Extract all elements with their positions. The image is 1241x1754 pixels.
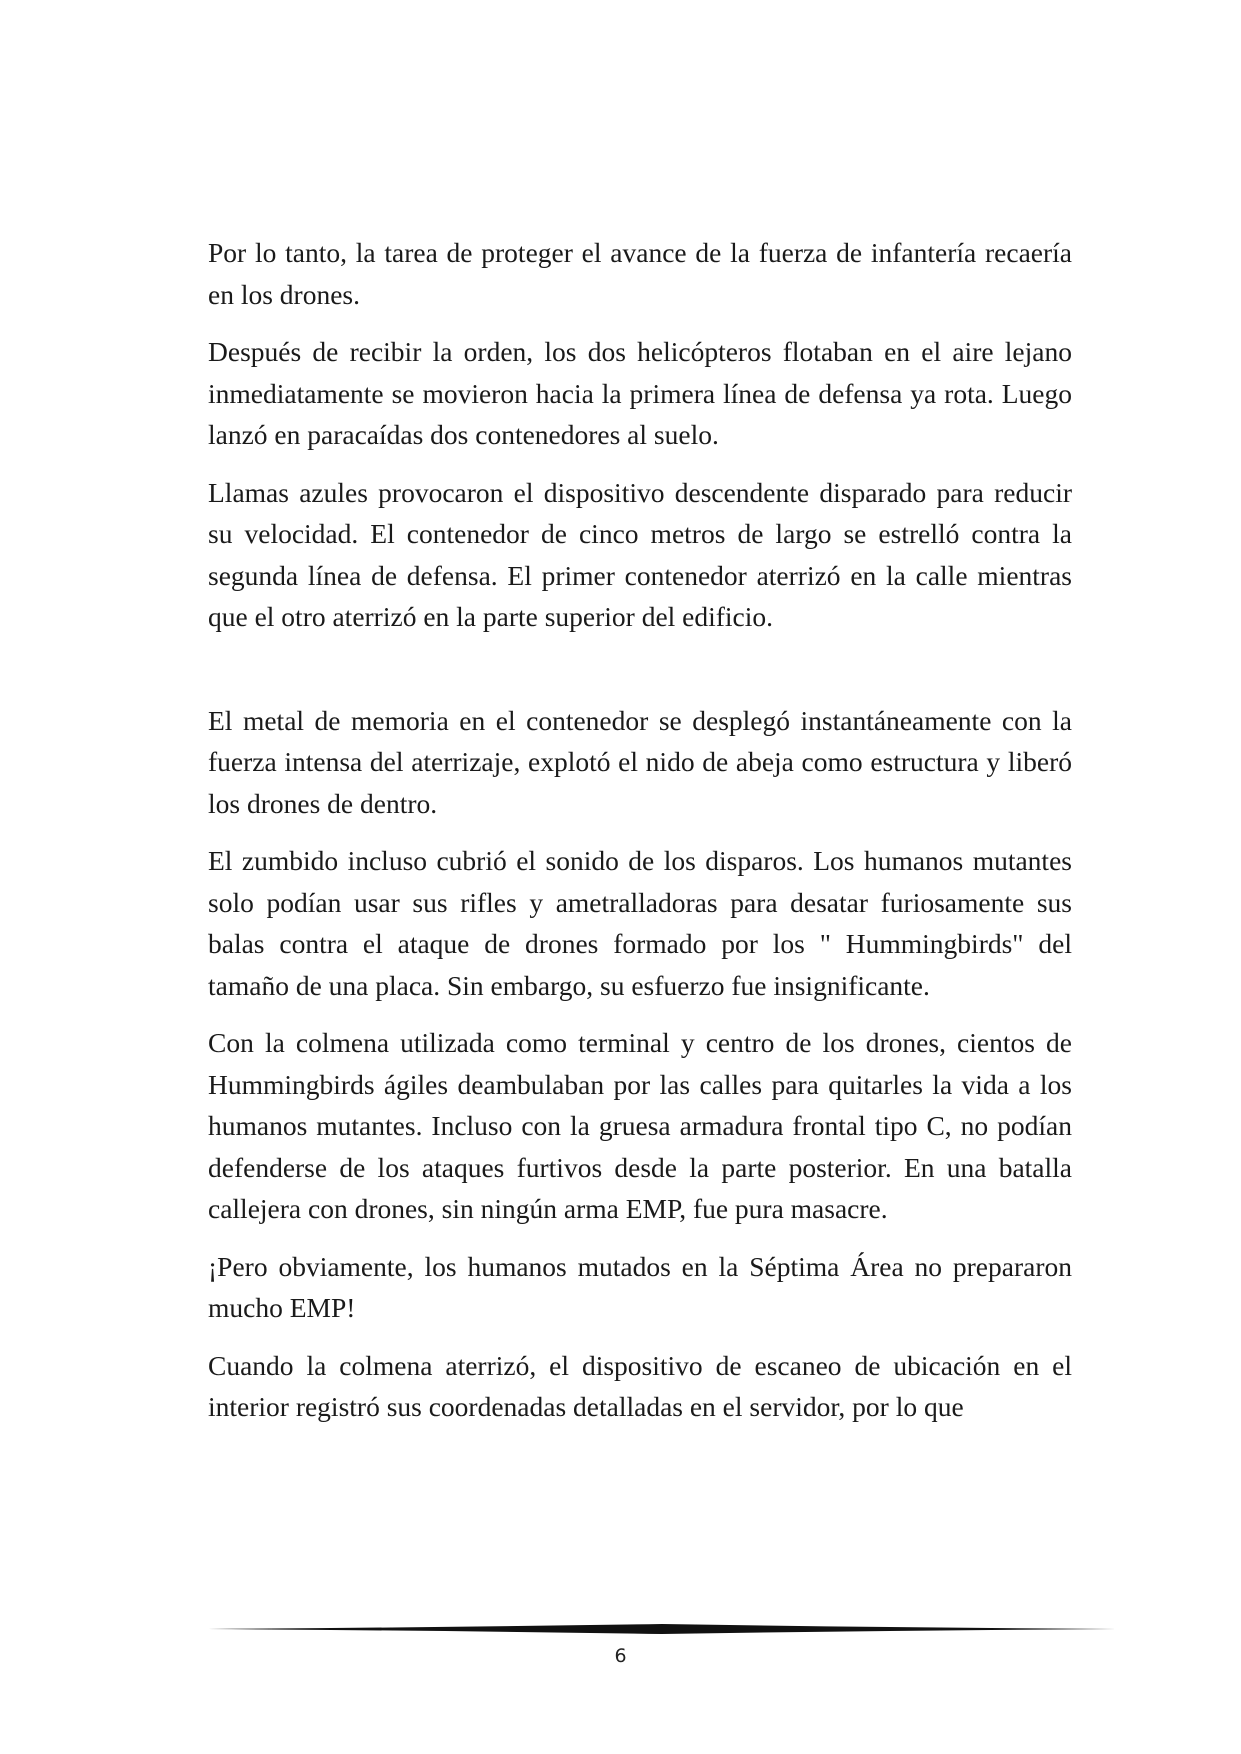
paragraph: Por lo tanto, la tarea de proteger el avance de la fuerza de infantería recaería en los drones.	[208, 237, 1072, 310]
paragraph: Llamas azules provocaron el dispositivo descendente disparado para reducir su velocidad. El contenedor de cinco metros de largo se estrelló contra la segunda línea de defensa. El primer contenedor aterrizó en la calle mientras que el otro aterrizó en la parte superior del edificio.	[208, 476, 1072, 632]
footer-divider	[208, 1622, 1116, 1636]
page-number: 6	[614, 1645, 627, 1667]
paragraph: Cuando la colmena aterrizó, el dispositivo de escaneo de ubicación en el interior registró sus coordenadas detalladas en el servidor, por lo que	[208, 1349, 1072, 1422]
paragraph: El metal de memoria en el contenedor se desplegó instantáneamente con la fuerza intensa del aterrizaje, explotó el nido de abeja como estructura y liberó los drones de dentro.	[208, 704, 1072, 819]
paragraph: ¡Pero obviamente, los humanos mutados en la Séptima Área no prepararon mucho EMP!	[208, 1250, 1072, 1323]
body-text	[208, 232, 1072, 1444]
paragraph: El zumbido incluso cubrió el sonido de los disparos. Los humanos mutantes solo podían usar sus rifles y ametralladoras para desatar furiosamente sus balas contra el ataque de drones formado por los " Hummingbirds" del tamaño de una placa. Sin embargo, su esfuerzo fue insignificante.	[208, 845, 1072, 1001]
paragraph: Con la colmena utilizada como terminal y centro de los drones, cientos de Hummingbirds ágiles deambulaban por las calles para quitarles la vida a los humanos mutantes. Incluso con la gruesa armadura frontal tipo C, no podían defenderse de los ataques furtivos desde la parte posterior. En una batalla callejera con drones, sin ningún arma EMP, fue pura masacre.	[208, 1027, 1072, 1224]
paragraph: Después de recibir la orden, los dos helicópteros flotaban en el aire lejano inmediatamente se movieron hacia la primera línea de defensa ya rota. Luego lanzó en paracaídas dos contenedores al suelo.	[208, 336, 1072, 450]
